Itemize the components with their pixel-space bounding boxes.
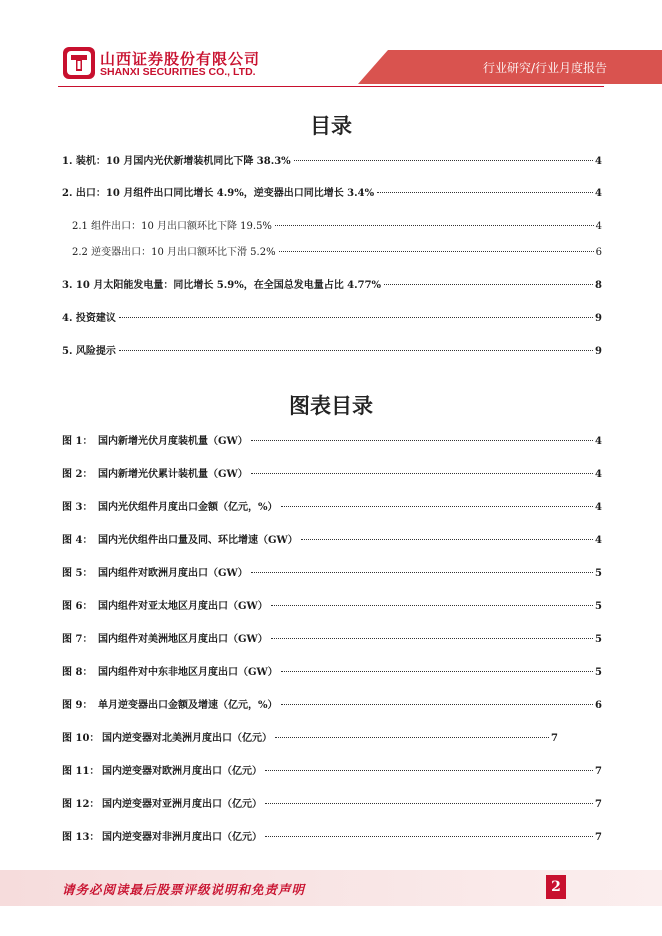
dot-leader — [294, 159, 593, 161]
figure-page: 7 — [595, 766, 602, 777]
figure-page: 4 — [595, 535, 602, 546]
dot-leader — [301, 538, 593, 540]
figure-title: 国内新增光伏月度装机量（GW） — [98, 436, 248, 447]
toc-item[interactable] — [62, 152, 602, 166]
dot-leader — [275, 736, 549, 738]
toc-subitem[interactable] — [72, 243, 602, 257]
toc-item-page: 8 — [595, 280, 602, 291]
figure-title: 国内光伏组件出口量及同、环比增速（GW） — [98, 535, 298, 546]
toc-item[interactable] — [62, 342, 602, 356]
figure-page: 6 — [595, 700, 602, 711]
dot-leader — [119, 349, 593, 351]
page-header — [0, 0, 662, 100]
figure-number: 图 4： — [62, 535, 93, 546]
figure-title: 国内组件对欧洲月度出口（GW） — [98, 568, 248, 579]
figure-item[interactable] — [62, 597, 602, 611]
figure-number: 图 7： — [62, 634, 93, 645]
dot-leader — [271, 637, 593, 639]
figure-number: 图 5： — [62, 568, 93, 579]
figure-title: 国内逆变器对欧洲月度出口（亿元） — [102, 766, 262, 777]
toc-item[interactable] — [62, 276, 602, 290]
figure-page: 5 — [595, 667, 602, 678]
figure-item[interactable] — [62, 729, 558, 743]
figure-number: 图 3： — [62, 502, 93, 513]
figure-title: 国内组件对亚太地区月度出口（GW） — [98, 601, 268, 612]
figure-page: 4 — [595, 469, 602, 480]
figure-item[interactable] — [62, 696, 602, 710]
dot-leader — [279, 250, 594, 252]
toc-item-text: 5. 风险提示 — [62, 346, 116, 357]
figure-item[interactable] — [62, 828, 602, 842]
toc-title: 目录 — [310, 114, 352, 138]
figure-page: 7 — [595, 832, 602, 843]
figure-page: 4 — [595, 502, 602, 513]
figure-item[interactable] — [62, 795, 602, 809]
dot-leader — [251, 472, 593, 474]
figure-number: 图 12： — [62, 799, 100, 810]
toc-item-text: 1. 装机：10 月国内光伏新增装机同比下降 38.3% — [62, 156, 291, 167]
figure-number: 图 6： — [62, 601, 93, 612]
toc-item-page: 4 — [595, 221, 602, 232]
figure-title: 单月逆变器出口金额及增速（亿元，%） — [98, 700, 278, 711]
toc-item-text: 4. 投资建议 — [62, 313, 116, 324]
dot-leader — [281, 505, 594, 507]
figure-page: 7 — [595, 799, 602, 810]
figure-page: 5 — [595, 568, 602, 579]
toc-item-page: 4 — [595, 188, 602, 199]
figure-item[interactable] — [62, 663, 602, 677]
dot-leader — [251, 571, 593, 573]
figure-title: 国内逆变器对北美洲月度出口（亿元） — [102, 733, 272, 744]
toc-item[interactable] — [62, 309, 602, 323]
figure-title: 国内光伏组件月度出口金额（亿元，%） — [98, 502, 278, 513]
company-name-cn: 山西证券股份有限公司 — [100, 50, 261, 68]
figure-title: 国内组件对美洲地区月度出口（GW） — [98, 634, 268, 645]
disclaimer-text: 请务必阅读最后股票评级说明和免责声明 — [62, 882, 306, 897]
toc-subitem[interactable] — [72, 217, 602, 231]
toc-item-text: 2. 出口：10 月组件出口同比增长 4.9%，逆变器出口同比增长 3.4% — [62, 188, 375, 199]
company-name-en: SHANXI SECURITIES CO., LTD. — [100, 66, 256, 78]
dot-leader — [281, 670, 593, 672]
figure-title: 国内新增光伏累计装机量（GW） — [98, 469, 248, 480]
dot-leader — [281, 703, 594, 705]
figure-item[interactable] — [62, 762, 602, 776]
figure-item[interactable] — [62, 630, 602, 644]
header-divider — [58, 86, 604, 87]
dot-leader — [275, 224, 594, 226]
figure-item[interactable] — [62, 498, 602, 512]
dot-leader — [271, 604, 593, 606]
figure-title: 国内逆变器对亚洲月度出口（亿元） — [102, 799, 262, 810]
figures-title: 图表目录 — [289, 394, 373, 418]
figure-item[interactable] — [62, 531, 602, 545]
dot-leader — [265, 769, 593, 771]
dot-leader — [119, 316, 593, 318]
figure-page: 4 — [595, 436, 602, 447]
figure-title: 国内组件对中东非地区月度出口（GW） — [98, 667, 278, 678]
dot-leader — [251, 439, 593, 441]
figure-page: 5 — [595, 601, 602, 612]
figure-item[interactable] — [62, 564, 602, 578]
toc-item-page: 9 — [595, 346, 602, 357]
figure-number: 图 10： — [62, 733, 100, 744]
toc-item-page: 9 — [595, 313, 602, 324]
figure-number: 图 11： — [62, 766, 100, 777]
page-number: 2 — [546, 875, 566, 899]
toc-item-text: 3. 10 月太阳能发电量：同比增长 5.9%，在全国总发电量占比 4.77% — [62, 280, 382, 291]
toc-item-text: 2.1 组件出口：10 月出口额环比下降 19.5% — [72, 221, 272, 232]
toc-item-text: 2.2 逆变器出口：10 月出口额环比下滑 5.2% — [72, 247, 276, 258]
figure-number: 图 13： — [62, 832, 100, 843]
figure-item[interactable] — [62, 432, 602, 446]
dot-leader — [384, 283, 593, 285]
toc-item-page: 6 — [595, 247, 602, 258]
toc-item-page: 4 — [595, 156, 602, 167]
company-logo-icon — [62, 46, 96, 80]
figure-number: 图 1： — [62, 436, 93, 447]
dot-leader — [377, 191, 593, 193]
figure-page: 5 — [595, 634, 602, 645]
figure-title: 国内逆变器对非洲月度出口（亿元） — [102, 832, 262, 843]
figure-item[interactable] — [62, 465, 602, 479]
figure-page: 7 — [551, 733, 558, 744]
report-type: 行业研究/行业月度报告 — [482, 61, 607, 75]
dot-leader — [265, 802, 593, 804]
toc-item[interactable] — [62, 184, 602, 198]
figure-number: 图 9： — [62, 700, 93, 711]
dot-leader — [265, 835, 593, 837]
figure-number: 图 8： — [62, 667, 93, 678]
figure-number: 图 2： — [62, 469, 93, 480]
